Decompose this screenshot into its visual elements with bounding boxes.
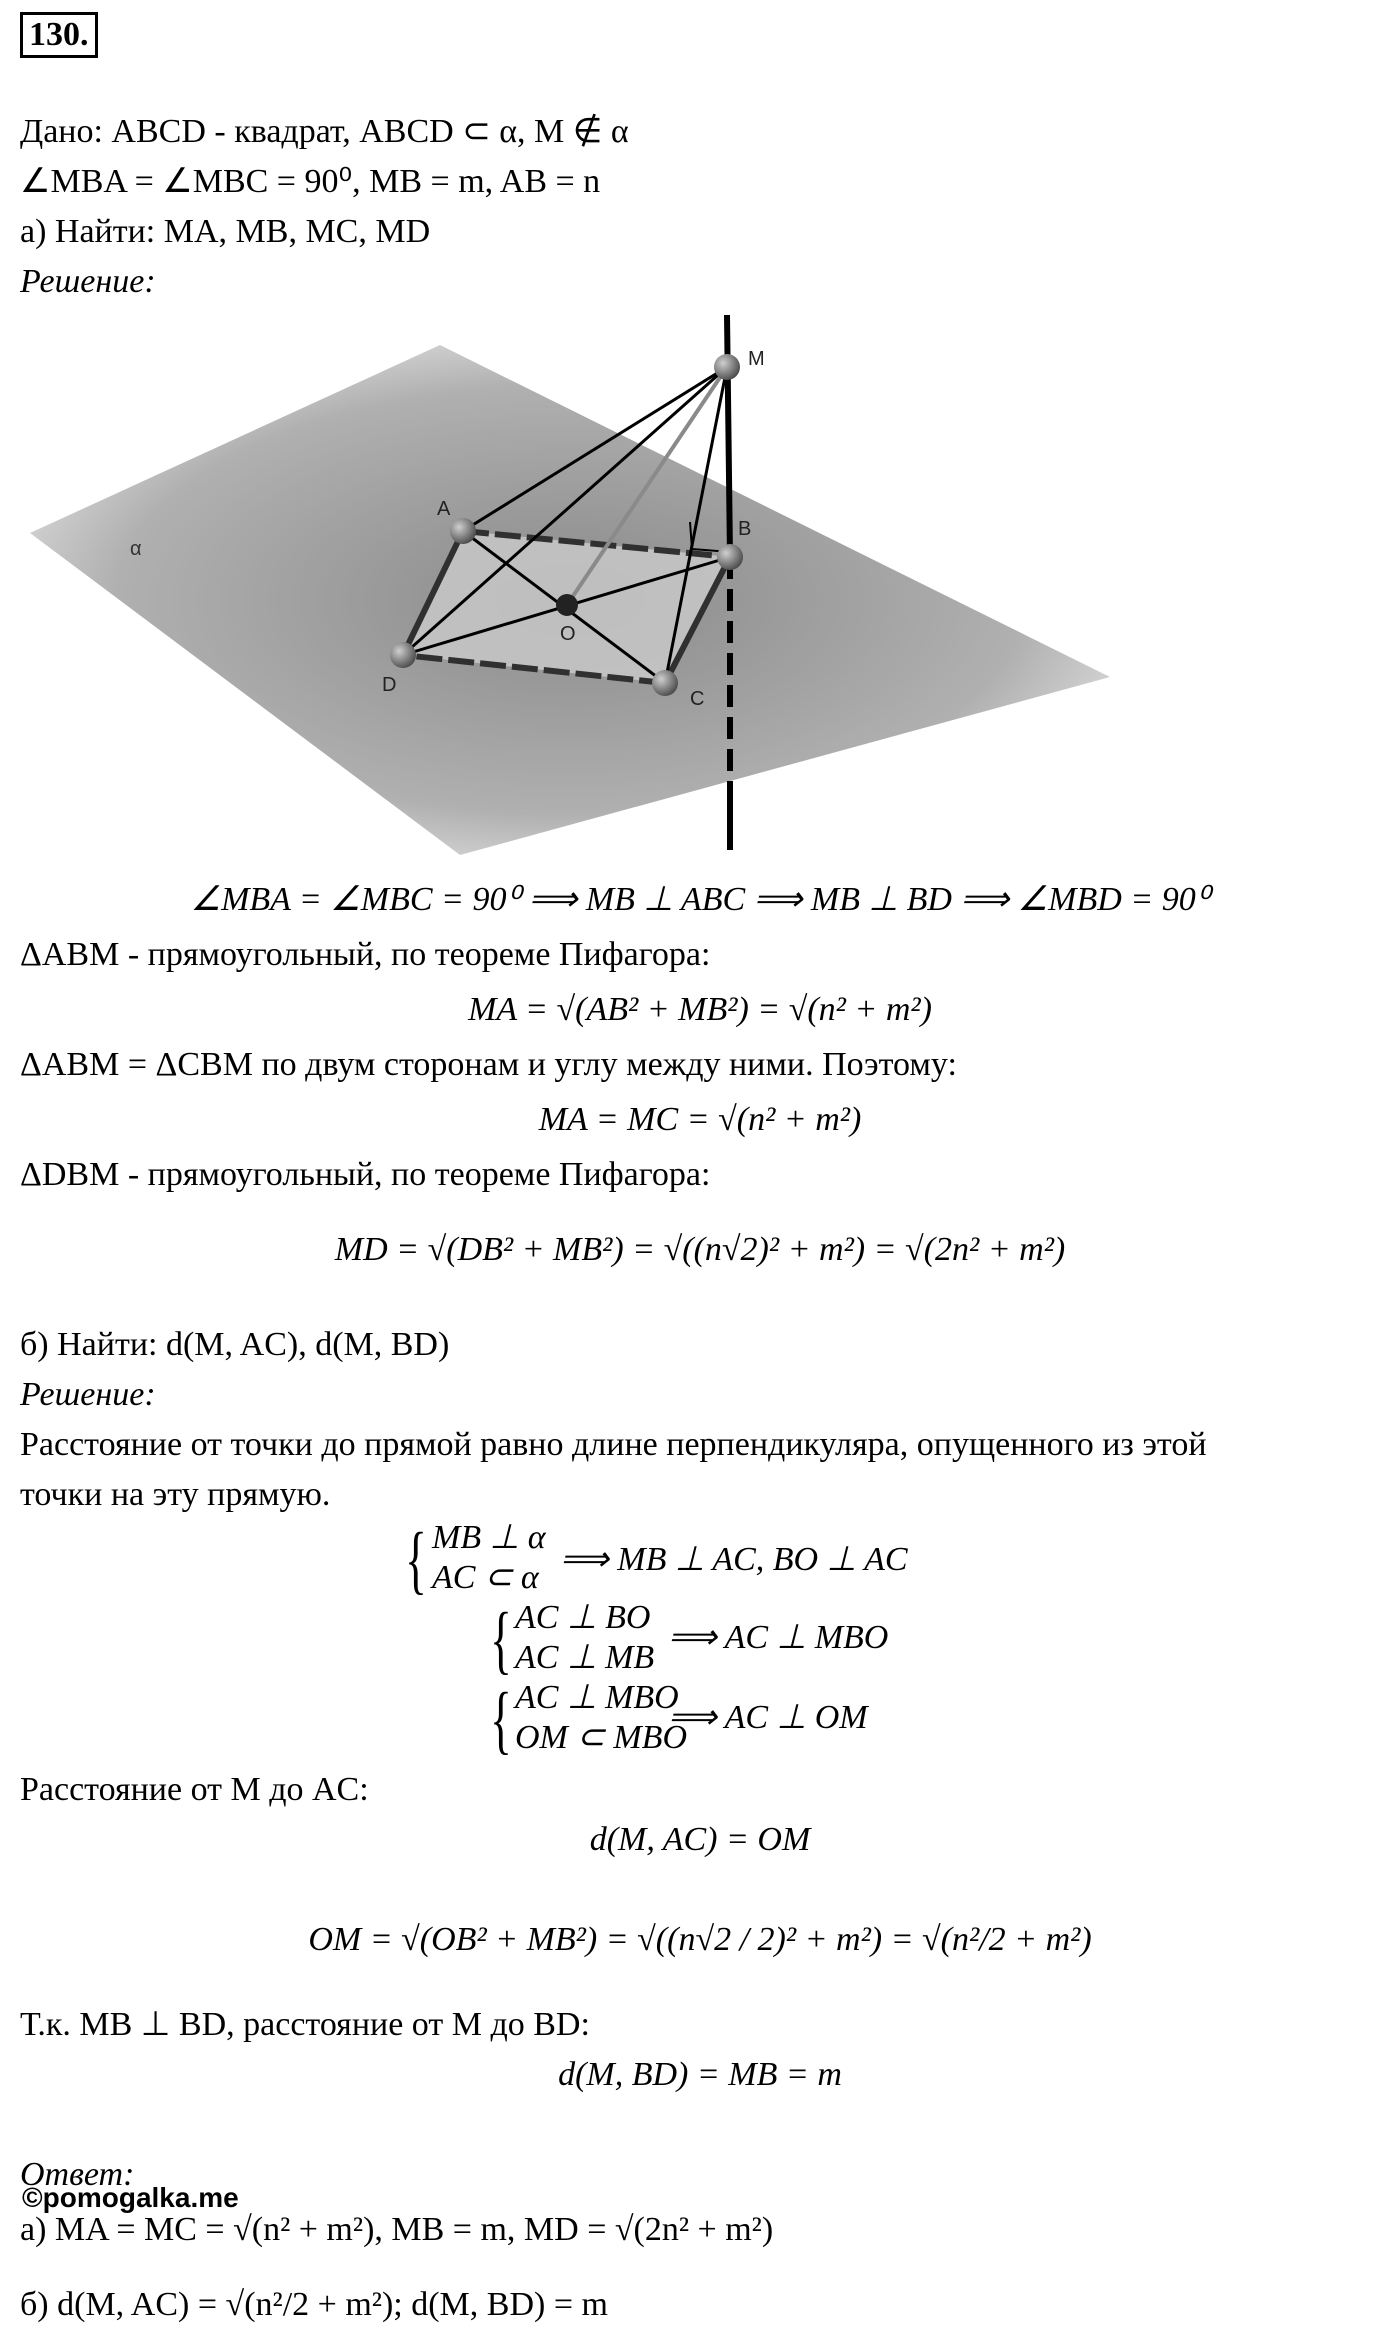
- geometry-figure: [30, 305, 1110, 865]
- system-2-line-b: AC ⊥ MB: [515, 1639, 655, 1676]
- system-2-result: ⟹ AC ⊥ MBO: [668, 1619, 889, 1656]
- given-line-2: ∠MBA = ∠MBC = 90⁰, MB = m, AB = n: [20, 163, 601, 200]
- system-1-result: ⟹ MB ⊥ AC, BO ⊥ AC: [560, 1541, 908, 1578]
- answer-b: б) d(M, AC) = √(n²/2 + m²); d(M, BD) = m: [20, 2286, 608, 2323]
- solution-a-line-1: ∠MBA = ∠MBC = 90⁰ ⟹ MB ⊥ ABC ⟹ MB ⊥ BD ⟹ ∠MBD = 90⁰: [190, 881, 1210, 918]
- om-equation: OM = √(OB² + MB²) = √((n√2 / 2)² + m²) = √(n²/2 + m²): [308, 1921, 1092, 1958]
- watermark: ©pomogalka.me: [22, 2182, 239, 2213]
- part-b-text-1: Расстояние от точки до прямой равно длине перпендикуляра, опущенного из этой: [20, 1426, 1207, 1463]
- point-b: [717, 544, 743, 570]
- part-b-task: б) Найти: d(M, AC), d(M, BD): [20, 1326, 450, 1363]
- point-o: [556, 594, 578, 616]
- system-3-brace: {: [490, 1678, 512, 1762]
- system-3-result: ⟹ AC ⊥ OM: [668, 1699, 868, 1736]
- line-mb: [727, 315, 730, 557]
- label-c: C: [690, 688, 705, 710]
- part-a-task: а) Найти: MA, MB, MC, MD: [20, 213, 431, 250]
- part-b-solution-label: Решение:: [20, 1376, 156, 1413]
- solution-a-line-6: ΔDBM - прямоугольный, по теореме Пифагора:: [20, 1156, 711, 1193]
- system-1-brace: {: [405, 1518, 427, 1602]
- point-c: [652, 670, 678, 696]
- plane-label: α: [130, 538, 142, 560]
- system-1-line-a: MB ⊥ α: [432, 1519, 546, 1556]
- solution-a-line-2: ΔABM - прямоугольный, по теореме Пифагора:: [20, 936, 711, 973]
- answer-a: а) MA = MC = √(n² + m²), MB = m, MD = √(2n² + m²): [20, 2211, 774, 2248]
- answer-label: Ответ:: [20, 2156, 135, 2193]
- system-2-line-a: AC ⊥ BO: [515, 1599, 651, 1636]
- label-b: B: [738, 518, 752, 540]
- part-b-text-2: точки на эту прямую.: [20, 1476, 331, 1513]
- system-3-line-a: AC ⊥ MBO: [515, 1679, 679, 1716]
- label-o: O: [560, 623, 576, 645]
- solution-a-line-5: MA = MC = √(n² + m²): [538, 1101, 862, 1138]
- bd-equation: d(M, BD) = MB = m: [558, 2056, 842, 2093]
- distance-equation: d(M, AC) = OM: [589, 1821, 811, 1858]
- point-m: [714, 354, 740, 380]
- solution-a-line-7: MD = √(DB² + MB²) = √((n√2)² + m²) = √(2n² + m²): [334, 1231, 1066, 1268]
- point-d: [390, 642, 416, 668]
- label-a: A: [437, 498, 451, 520]
- system-1-line-b: AC ⊂ α: [432, 1559, 539, 1596]
- problem-number: 130.: [20, 12, 98, 58]
- solution-a-line-4: ΔABM = ΔCBM по двум сторонам и углу между ними. Поэтому:: [20, 1046, 957, 1083]
- point-a: [450, 518, 476, 544]
- part-a-solution-label: Решение:: [20, 263, 156, 300]
- system-3-line-b: OM ⊂ MBO: [515, 1719, 688, 1756]
- tk-line: Т.к. MB ⊥ BD, расстояние от M до BD:: [20, 2006, 590, 2043]
- system-2-brace: {: [490, 1598, 512, 1682]
- distance-label: Расстояние от M до AC:: [20, 1771, 369, 1808]
- given-line-1: Дано: ABCD - квадрат, ABCD ⊂ α, M ∉ α: [20, 113, 629, 150]
- label-d: D: [382, 674, 397, 696]
- label-m: M: [748, 348, 765, 370]
- solution-a-line-3: MA = √(AB² + MB²) = √(n² + m²): [468, 991, 932, 1028]
